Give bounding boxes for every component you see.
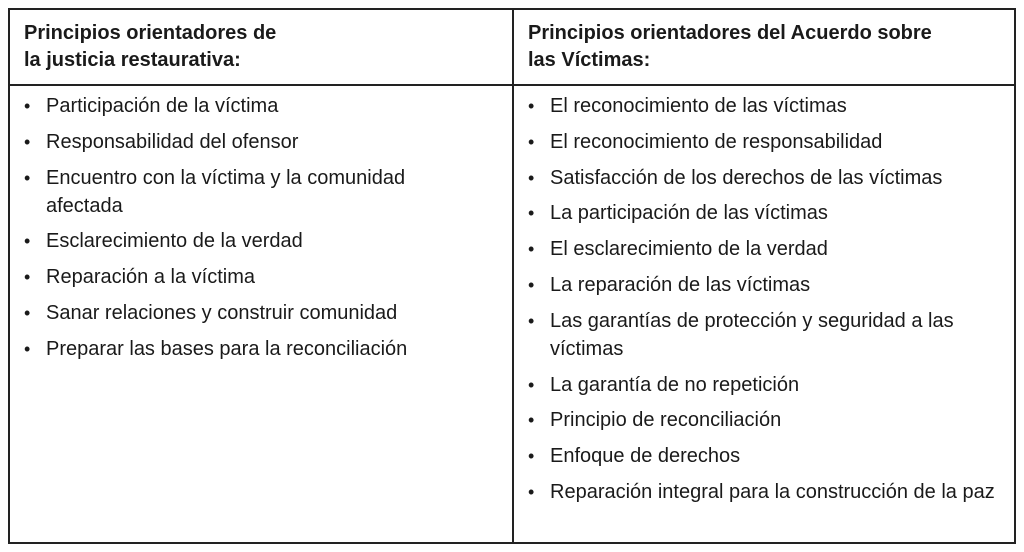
left-column-body: [10, 86, 514, 542]
left-principles-list: [24, 92, 502, 363]
list-item: [528, 199, 1004, 227]
principles-table: [8, 8, 1016, 544]
list-item-text: Encuentro con la víctima y la comunidad afectada: [46, 166, 406, 217]
bullet-icon: •: [528, 410, 535, 431]
list-item-text: El esclarecimiento de la verdad: [550, 238, 828, 261]
list-item-text: Principio de reconciliación: [550, 409, 782, 432]
bullet-icon: •: [528, 239, 535, 260]
list-item: [528, 307, 995, 363]
list-item: [24, 299, 502, 327]
list-item: [528, 128, 1004, 156]
bullet-icon: •: [528, 96, 535, 116]
list-item-text: Esclarecimiento de la verdad: [46, 230, 303, 253]
right-header-line-2: las Víctimas:: [528, 49, 651, 71]
list-item-text: Participación de la víctima: [46, 95, 279, 117]
list-item-text: Reparación integral para la construcción de la paz: [550, 480, 995, 503]
bullet-icon: •: [528, 167, 535, 188]
list-item: [24, 335, 502, 363]
list-item: [528, 478, 995, 506]
left-header-line-1: Principios orientadores de: [24, 22, 277, 44]
right-principles-list: [528, 92, 1004, 506]
list-item-text: La reparación de las víctimas: [550, 273, 811, 296]
list-item-text: Responsabilidad del ofensor: [46, 130, 299, 153]
list-item: [24, 263, 502, 291]
bullet-icon: •: [528, 481, 535, 502]
list-item-text: Reparación a la víctima: [46, 266, 255, 289]
list-item: [528, 371, 1004, 399]
list-item: [24, 128, 502, 156]
bullet-icon: •: [24, 131, 31, 152]
bullet-icon: •: [24, 267, 31, 288]
bullet-icon: •: [24, 231, 31, 252]
list-item-text: Sanar relaciones y construir comunidad: [46, 301, 398, 324]
right-column-header: [514, 10, 1014, 86]
left-header-line-2: la justicia restaurativa:: [24, 49, 241, 71]
list-item-text: El reconocimiento de las víctimas: [550, 95, 847, 117]
list-item: [24, 92, 502, 120]
list-item-text: Preparar las bases para la reconciliación: [46, 337, 408, 360]
list-item: [528, 235, 1004, 263]
list-item: [528, 92, 1004, 120]
bullet-icon: •: [528, 203, 535, 224]
right-column-body: [514, 86, 1014, 542]
bullet-icon: •: [528, 374, 535, 395]
bullet-icon: •: [528, 131, 535, 152]
bullet-icon: •: [24, 302, 31, 323]
list-item: [528, 271, 1004, 299]
bullet-icon: •: [24, 338, 31, 359]
left-column-header: [10, 10, 514, 86]
list-item-text: Enfoque de derechos: [550, 445, 741, 468]
list-item: [528, 406, 1004, 434]
bullet-icon: •: [24, 167, 31, 188]
list-item-text: El reconocimiento de responsabilidad: [550, 130, 883, 153]
bullet-icon: •: [528, 274, 535, 295]
list-item-text: La participación de las víctimas: [550, 202, 828, 225]
bullet-icon: •: [528, 446, 535, 467]
list-item: [528, 164, 1004, 192]
list-item-text: Satisfacción de los derechos de las víctimas: [550, 166, 943, 189]
right-header-line-1: Principios orientadores del Acuerdo sobre: [528, 22, 932, 44]
list-item: [24, 164, 476, 220]
bullet-icon: •: [528, 310, 535, 331]
list-item-text: Las garantías de protección y seguridad a las víctimas: [550, 309, 954, 360]
list-item: [528, 442, 1004, 470]
list-item-text: La garantía de no repetición: [550, 373, 800, 396]
bullet-icon: •: [24, 96, 31, 116]
list-item: [24, 227, 502, 255]
